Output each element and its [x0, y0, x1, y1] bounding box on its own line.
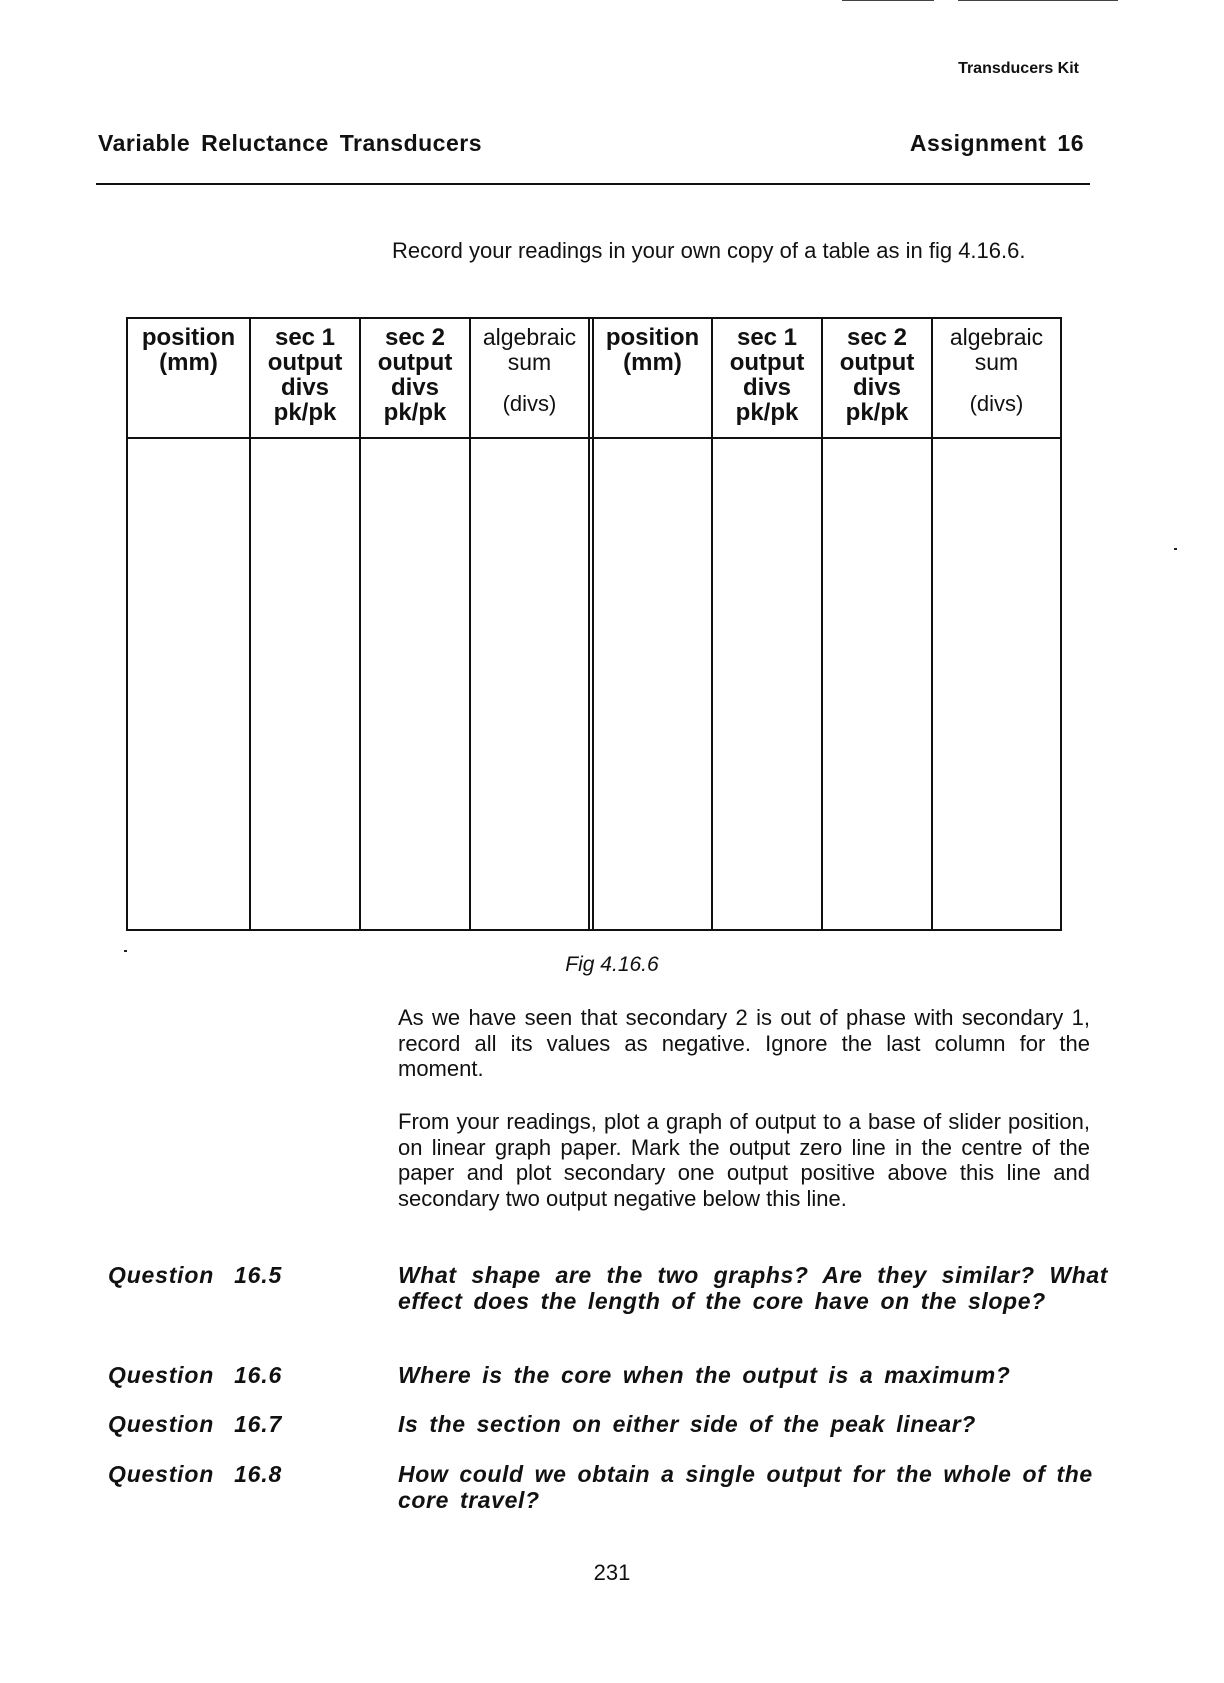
scan-speck — [124, 950, 127, 952]
column-header-line: sec 2 — [384, 324, 446, 351]
column-header-unit: (mm) — [159, 349, 218, 376]
question-number: 16.6 — [234, 1362, 283, 1388]
header-divider — [96, 183, 1090, 185]
column-header-position — [128, 325, 249, 375]
column-header-line: position — [141, 324, 236, 351]
column-header-line: divs — [852, 374, 902, 401]
column-header-line: output — [839, 349, 915, 376]
column-header-line: pk/pk — [735, 399, 799, 426]
column-header-line: algebraic — [482, 324, 577, 350]
question-text: What shape are the two graphs? Are they similar? What effect does the length of the core have on the slope? — [398, 1262, 1108, 1314]
column-header-algebraic-sum — [933, 325, 1060, 416]
question-label — [108, 1362, 282, 1389]
scan-speck — [1174, 548, 1177, 550]
column-header-unit: (divs) — [502, 391, 557, 416]
column-header-line: algebraic — [949, 324, 1044, 350]
column-header-algebraic-sum — [471, 325, 588, 416]
column-divider-double — [588, 319, 594, 929]
kit-label: Transducers Kit — [958, 60, 1079, 77]
column-header-line: pk/pk — [273, 399, 337, 426]
question-number: 16.7 — [234, 1411, 283, 1437]
scan-rule-top-left — [842, 0, 934, 1]
readings-table — [126, 317, 1062, 931]
question-label — [108, 1262, 282, 1289]
column-header-line: pk/pk — [845, 399, 909, 426]
assignment-label: Assignment 16 — [909, 130, 1084, 156]
intro-text: Record your readings in your own copy of a table as in fig 4.16.6. — [392, 238, 1026, 263]
instruction-paragraph: From your readings, plot a graph of output to a base of slider position, on linear graph paper. Mark the output zero line in the centre of the paper and plot secondary one output positive above this line and secondary two output negative below this line. — [398, 1109, 1090, 1211]
column-header-position — [594, 325, 711, 375]
column-header-line: output — [729, 349, 805, 376]
question-text: Is the section on either side of the peak linear? — [398, 1411, 976, 1437]
question-word: Question — [108, 1411, 215, 1437]
scan-rule-top-right — [958, 0, 1118, 1]
question-text: Where is the core when the output is a maximum? — [398, 1362, 1011, 1388]
column-header-line: pk/pk — [383, 399, 447, 426]
column-header-line: sec 1 — [736, 324, 798, 351]
page-title: Variable Reluctance Transducers — [98, 130, 483, 156]
column-header-sec2-output — [823, 325, 931, 425]
column-header-unit: (divs) — [969, 391, 1024, 416]
instruction-paragraph: As we have seen that secondary 2 is out of phase with secondary 1, record all its values as negative. Ignore the last column for the moment. — [398, 1005, 1090, 1081]
question-word: Question — [108, 1461, 215, 1487]
column-header-sec1-output — [713, 325, 821, 425]
question-label — [108, 1461, 282, 1488]
column-header-line: position — [605, 324, 700, 351]
column-header-line: sum — [507, 349, 552, 375]
question-number: 16.8 — [234, 1461, 283, 1487]
column-header-sec2-output — [361, 325, 469, 425]
column-header-line: output — [377, 349, 453, 376]
column-header-line: output — [267, 349, 343, 376]
question-word: Question — [108, 1362, 215, 1388]
column-header-unit: (mm) — [623, 349, 682, 376]
question-label — [108, 1411, 282, 1438]
column-header-line: sec 1 — [274, 324, 336, 351]
column-header-line: sec 2 — [846, 324, 908, 351]
question-number: 16.5 — [234, 1262, 283, 1288]
page-number: 231 — [593, 1560, 631, 1585]
question-word: Question — [108, 1262, 215, 1288]
figure-caption: Fig 4.16.6 — [565, 953, 659, 976]
column-header-sec1-output — [251, 325, 359, 425]
column-header-line: sum — [974, 349, 1019, 375]
column-header-line: divs — [390, 374, 440, 401]
column-header-line: divs — [280, 374, 330, 401]
question-text: How could we obtain a single output for the whole of the core travel? — [398, 1461, 1093, 1513]
column-header-line: divs — [742, 374, 792, 401]
